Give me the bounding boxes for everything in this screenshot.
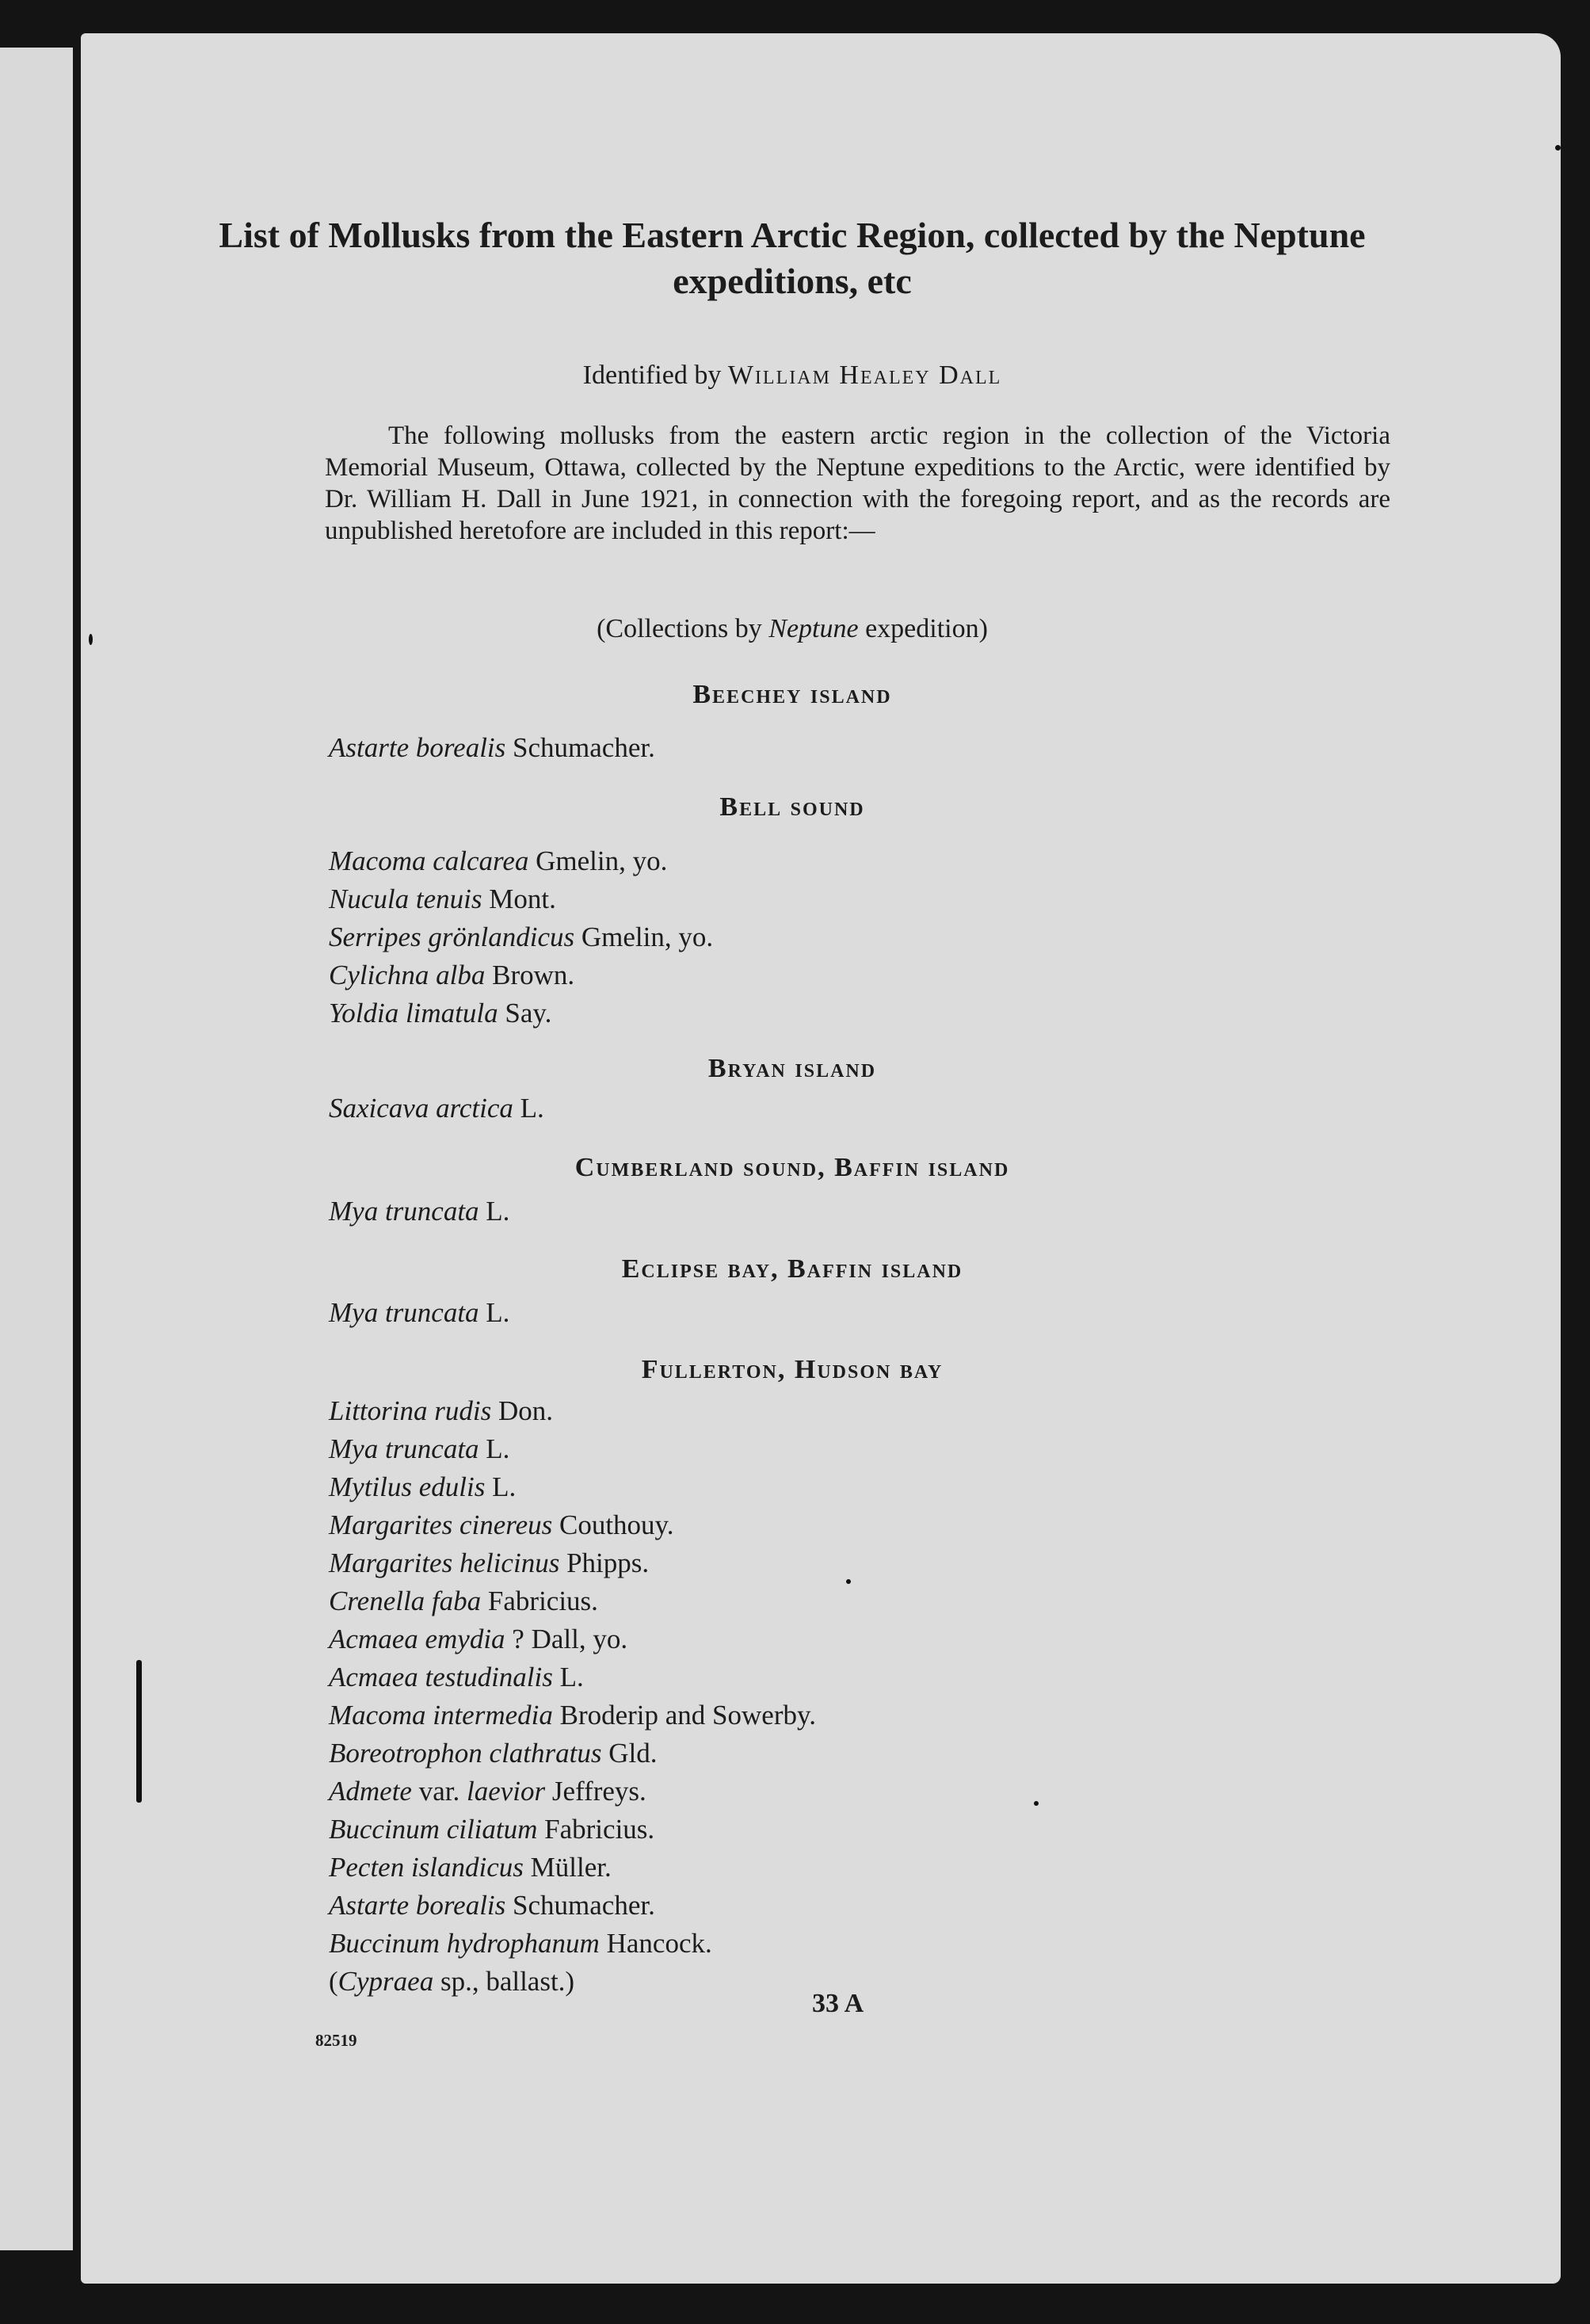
species-entry: Admete var. laevior Jeffreys. [329,1776,646,1807]
species-entry: Buccinum hydrophanum Hancock. [329,1928,712,1959]
species-list [329,842,713,1032]
species-entry: Crenella faba Fabricius. [329,1586,598,1616]
author-name: William Healey Dall [727,361,1002,390]
page-title: List of Mollusks from the Eastern Arctic Region, collected by the Neptune expeditions, etc [219,215,1366,301]
species-entry: Acmaea testudinalis L. [329,1662,584,1692]
species-list [329,1089,544,1128]
section-heading: Eclipse bay, Baffin island [621,1254,963,1284]
species-entry: Pecten islandicus Müller. [329,1852,612,1883]
species-entry: Saxicava arctica L. [329,1093,544,1124]
print-code: 82519 [315,2031,357,2050]
page-number: 33 A [812,1989,864,2018]
scan-speck [846,1579,851,1584]
species-list [329,1392,816,2001]
species-entry: Littorina rudis Don. [329,1395,553,1426]
species-entry: Mya truncata L. [329,1297,510,1328]
species-entry: Boreotrophon clathratus Gld. [329,1738,658,1769]
scan-speck [1034,1801,1039,1806]
scan-speck [89,634,93,645]
species-list [329,1294,509,1332]
species-entry: Nucula tenuis Mont. [329,883,556,914]
species-entry: Margarites helicinus Phipps. [329,1547,650,1578]
species-entry: Astarte borealis Schumacher. [329,1890,655,1921]
species-entry: Mytilus edulis L. [329,1471,517,1502]
species-list [329,1193,509,1231]
facing-page-edge [0,48,73,2250]
species-entry: Acmaea emydia ? Dall, yo. [329,1624,628,1654]
species-entry: Margarites cinereus Couthouy. [329,1509,674,1540]
species-entry: Macoma intermedia Broderip and Sowerby. [329,1700,816,1731]
species-list [329,729,655,767]
scan-speck [1555,145,1561,151]
species-entry: Mya truncata L. [329,1196,510,1227]
section-heading: Beechey island [692,680,892,709]
collections-note: (Collections by Neptune expedition) [597,614,988,643]
byline: Identified by William Healey Dall [582,361,1002,390]
species-entry: Yoldia limatula Say. [329,998,552,1028]
section-heading: Bryan island [707,1054,877,1083]
ship-name: Neptune [768,614,859,643]
scan-smudge [136,1660,142,1803]
section-heading: Fullerton, Hudson bay [641,1355,944,1384]
species-entry: Macoma calcarea Gmelin, yo. [329,845,668,876]
section-heading: Bell sound [719,792,865,822]
section-heading: Cumberland sound, Baffin island [574,1153,1010,1182]
species-entry: Cylichna alba Brown. [329,960,575,990]
species-entry: Buccinum ciliatum Fabricius. [329,1814,655,1845]
species-entry: Astarte borealis Schumacher. [329,732,655,763]
species-entry: (Cypraea sp., ballast.) [329,1966,575,1997]
species-entry: Mya truncata L. [329,1433,510,1464]
species-entry: Serripes grönlandicus Gmelin, yo. [329,922,714,952]
intro-paragraph: The following mollusks from the eastern arctic region in the collection of the Victoria Memorial Museum, Ottawa, collected by the Neptune expeditions to the Arctic, were identified by Dr. William H. Dall in June 1921, in connection with the foregoing report, and as the records are unpublished heretofore are included in this report:— [325,422,1390,545]
